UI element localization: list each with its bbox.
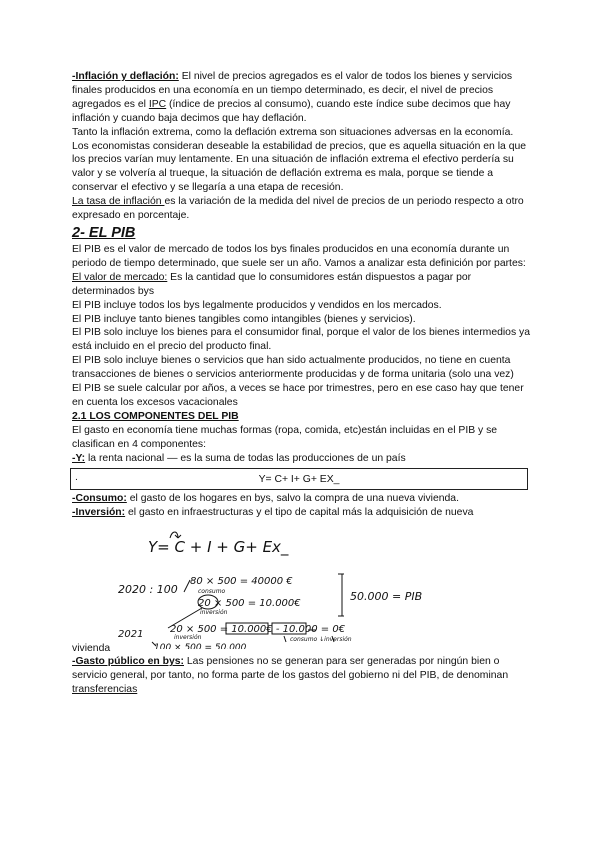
hand-inversion: inversión	[200, 609, 228, 617]
inflation-rate-label: La tasa de inflación	[72, 196, 165, 208]
hand-row-2: 20 × 500 = 10.000€	[198, 598, 301, 610]
formula-box-dot: .	[75, 472, 78, 484]
gasto-paragraph	[72, 655, 532, 697]
hand-year-2021: 2021	[118, 629, 144, 641]
hand-row-1: 80 × 500 = 40000 €	[190, 576, 293, 588]
components-intro: El gasto en economía tiene muchas formas (ropa, comida, etc)están incluidas en el PIB y se clasifican en 4 componentes:	[72, 424, 498, 450]
hand-note: consumo ↓inversión	[290, 636, 352, 644]
pib-line-4: El PIB solo incluye bienes o servicios que han sido actualmente producidos, no tiene en cuenta transacciones de bienes o servicios anteriormente producidas y de forma unitaria (solo una vez)	[72, 355, 514, 381]
inversion-text: el gasto en infraestructuras y el tipo de capital más la adquisición de nueva	[125, 507, 474, 519]
pib-line-3: El PIB solo incluye los bienes para el consumidor final, porque el valor de los bienes intermedios ya está incluido en el precio del producto final.	[72, 327, 531, 353]
inflation-paragraph-2: Tanto la inflación extrema, como la deflación extrema son situaciones adversas en la economía. Los economistas consideran deseable la estabilidad de precios, que es aquella situación en la que los precios varían muy lentamente. En una situación de inflación extrema el efectivo perdería su valor y se volvería al trueque, la situación de deflación extrema es mala, porque se tiende a conservar el efectivo y se llegaría a una etapa de recesión.	[72, 126, 527, 194]
consumo-text: el gasto de los hogares en bys, salvo la compra de una nueva vivienda.	[126, 493, 459, 505]
hand-inversion-2: inversión	[174, 634, 202, 642]
inflation-paragraph	[72, 70, 532, 126]
y-text: la renta nacional — es la suma de todas las producciones de un país	[85, 452, 406, 464]
consumo-paragraph	[72, 492, 532, 506]
document-page	[72, 70, 532, 697]
components-title: 2.1 LOS COMPONENTES DEL PIB	[72, 410, 239, 422]
market-value-paragraph	[72, 271, 532, 299]
hand-total: 50.000 = PIB	[350, 590, 423, 604]
formula-box	[70, 468, 528, 490]
handwriting-svg	[72, 524, 532, 649]
gasto-label: -Gasto público en bys:	[72, 656, 184, 668]
pib-line-5: El PIB se suele calcular por años, a veces se hace por trimestres, pero en ese caso hay que tener en cuenta los excesos vacacionales	[72, 383, 524, 408]
pib-title: 2- EL PIB	[72, 224, 136, 241]
inversion-paragraph	[72, 506, 532, 520]
inflation-rate-text: es la variación de la medida del nivel de precios de un periodo respecto a otro expresado en porcentaje.	[72, 196, 524, 222]
hand-year-2020: 2020 : 100	[118, 583, 178, 597]
handwritten-notes	[72, 524, 532, 655]
hand-formula: Y= C + I + G+ Ex_	[148, 538, 289, 557]
hand-row-3: 20 × 500 = 10.000€ - 10.000 = 0€	[170, 624, 346, 636]
inflation-text: El nivel de precios agregados es el valor de todos los bienes y servicios finales producidos en una economía en un tiempo determinado, es decir, el nivel de precios agregados es el	[72, 71, 513, 110]
pib-line-1: El PIB incluye todos los bys legalmente producidos y vendidos en los mercados.	[72, 299, 442, 311]
y-paragraph	[72, 452, 532, 466]
inversion-label: -Inversión:	[72, 507, 126, 519]
market-value-text: Es la cantidad que lo consumidores están dispuestos a pagar por determinados bys	[72, 271, 472, 297]
y-label: -Y:	[72, 452, 86, 464]
consumo-label: -Consumo:	[72, 493, 127, 505]
hand-row-4: 100 × 500 = 50.000	[154, 643, 247, 650]
pib-definition: El PIB es el valor de mercado de todos los bys finales producidos en una economía durante un periodo de tiempo determinado, que suele ser un año. Vamos a analizar esta definición por partes:	[72, 243, 526, 269]
inflation-heading: -Inflación y deflación:	[72, 71, 179, 82]
ipc-term: IPC	[148, 98, 167, 110]
market-value-label: El valor de mercado:	[72, 271, 168, 283]
transferencias-term: transferencias	[72, 684, 138, 696]
formula-text: Y= C+ I+ G+ EX_	[258, 474, 340, 486]
gasto-text: Las pensiones no se generan para ser generadas por ningún bien o servicio general, por tanto, no forma parte de los gastos del gobierno ni del PIB, de denominan	[72, 656, 509, 682]
inflation-text-2: (índice de precios al consumo), cuando este índice sube decimos que hay inflación y cuando baja decimos que hay deflación.	[72, 98, 511, 124]
hand-consumo: consumo	[198, 588, 226, 596]
pib-line-2: El PIB incluye tanto bienes tangibles como intangibles (bienes y servicios).	[72, 313, 416, 325]
inflation-rate-paragraph	[72, 195, 532, 223]
vivienda-word: vivienda	[72, 643, 111, 655]
